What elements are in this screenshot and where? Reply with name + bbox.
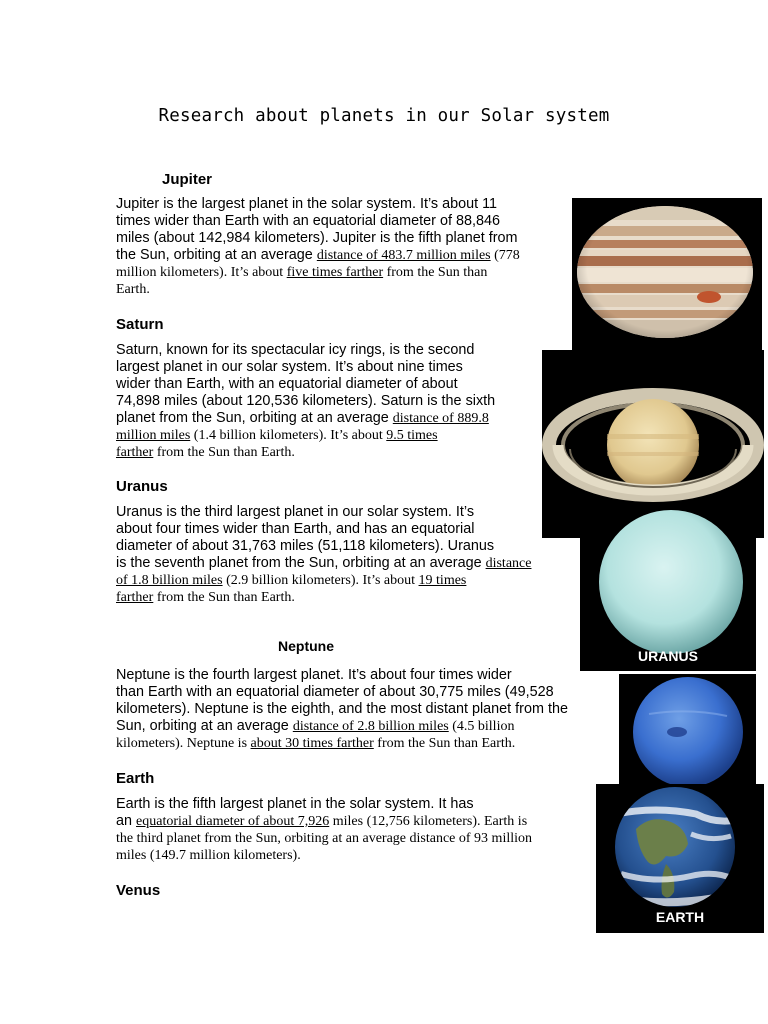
jupiter-image <box>572 198 762 350</box>
saturn-farther-link[interactable]: farther <box>116 445 154 460</box>
earth-line-1: Earth is the fifth largest planet in the solar system. It has <box>116 796 474 812</box>
jupiter-farther-link[interactable]: five times farther <box>286 265 384 280</box>
neptune-planet-icon <box>619 674 756 786</box>
uranus-line-2: about four times wider than Earth, and has an equatorial <box>116 521 475 537</box>
jupiter-line-1: Jupiter is the largest planet in the solar system. It’s about 11 <box>116 196 498 212</box>
saturn-line-5 <box>116 410 489 427</box>
neptune-line-4a: Sun, orbiting at an average <box>116 718 293 734</box>
uranus-line-4 <box>116 555 531 572</box>
uranus-line-3: diameter of about 31,763 miles (51,118 kilometers). Uranus <box>116 538 495 554</box>
uranus-distance-link-2[interactable]: of 1.8 billion miles <box>116 573 223 588</box>
saturn-line-6 <box>116 427 438 444</box>
earth-line-4: miles (149.7 million kilometers). <box>116 848 301 863</box>
uranus-line-1: Uranus is the third largest planet in our solar system. It’s <box>116 504 475 520</box>
neptune-farther-link[interactable]: about 30 times farther <box>250 736 374 751</box>
saturn-times-link[interactable]: 9.5 times <box>386 428 438 443</box>
neptune-distance-link[interactable]: distance of 2.8 billion miles <box>292 719 449 734</box>
uranus-line-5 <box>116 572 466 589</box>
neptune-line-2: than Earth with an equatorial diameter of about 30,775 miles (49,528 <box>116 684 554 700</box>
neptune-heading: Neptune <box>278 638 334 654</box>
uranus-heading: Uranus <box>116 478 168 495</box>
uranus-caption: URANUS <box>638 648 698 664</box>
jupiter-line-4 <box>116 247 520 264</box>
saturn-line-5a: planet from the Sun, orbiting at an average <box>116 410 393 426</box>
saturn-line-7 <box>116 444 295 461</box>
earth-caption: EARTH <box>655 909 705 925</box>
earth-line-2 <box>116 813 527 830</box>
jupiter-line-5a: million kilometers). It’s about <box>116 265 287 280</box>
earth-image <box>596 784 764 933</box>
jupiter-line-4c: (778 <box>490 248 520 263</box>
uranus-image <box>580 505 756 671</box>
venus-heading: Venus <box>116 882 161 899</box>
neptune-line-5c: from the Sun than Earth. <box>373 736 516 751</box>
jupiter-heading: Jupiter <box>162 171 213 188</box>
neptune-line-5 <box>116 735 515 752</box>
saturn-distance-link-1[interactable]: distance of 889.8 <box>392 411 489 426</box>
jupiter-line-5c: from the Sun than <box>383 265 488 280</box>
jupiter-line-4a: the Sun, orbiting at an average <box>116 247 317 263</box>
saturn-distance-link-2[interactable]: million miles <box>116 428 191 443</box>
uranus-distance-link-1[interactable]: distance <box>485 556 532 571</box>
saturn-line-1: Saturn, known for its spectacular icy rings, is the second <box>116 342 475 358</box>
neptune-line-3: kilometers). Neptune is the eighth, and the most distant planet from the <box>116 701 568 717</box>
neptune-line-4 <box>116 718 514 735</box>
uranus-planet-icon <box>580 505 756 671</box>
saturn-line-3: wider than Earth, with an equatorial diameter of about <box>116 376 458 392</box>
neptune-image <box>619 674 756 786</box>
jupiter-distance-link[interactable]: distance of 483.7 million miles <box>316 248 491 263</box>
earth-line-2c: miles (12,756 kilometers). Earth is <box>329 814 528 829</box>
earth-line-3: the third planet from the Sun, orbiting at an average distance of 93 million <box>116 831 533 846</box>
saturn-heading: Saturn <box>116 316 164 333</box>
saturn-line-6b: (1.4 billion kilometers). It’s about <box>190 428 387 443</box>
jupiter-line-3: miles (about 142,984 kilometers). Jupiter is the fifth planet from <box>116 230 518 246</box>
neptune-line-1: Neptune is the fourth largest planet. It’s about four times wider <box>116 667 512 683</box>
neptune-line-4c: (4.5 billion <box>448 719 515 734</box>
uranus-farther-link[interactable]: farther <box>116 590 154 605</box>
neptune-line-5a: kilometers). Neptune is <box>116 736 251 751</box>
saturn-line-7b: from the Sun than Earth. <box>153 445 295 460</box>
page-title: Research about planets in our Solar system <box>158 106 610 126</box>
saturn-line-4: 74,898 miles (about 120,536 kilometers). Saturn is the sixth <box>116 393 496 409</box>
jupiter-line-6: Earth. <box>116 282 150 297</box>
jupiter-line-2: times wider than Earth with an equatorial diameter of 88,846 <box>116 213 500 229</box>
jupiter-line-5 <box>116 264 487 281</box>
uranus-line-6b: from the Sun than Earth. <box>153 590 295 605</box>
uranus-times-link[interactable]: 19 times <box>418 573 467 588</box>
saturn-line-2: largest planet in our solar system. It’s about nine times <box>116 359 463 375</box>
uranus-line-6 <box>116 589 295 606</box>
uranus-line-4a: is the seventh planet from the Sun, orbiting at an average <box>116 555 486 571</box>
earth-diameter-link[interactable]: equatorial diameter of about 7,926 <box>136 814 330 829</box>
uranus-line-5b: (2.9 billion kilometers). It’s about <box>222 573 419 588</box>
earth-line-2a: an <box>116 813 137 829</box>
jupiter-planet-icon <box>572 198 762 350</box>
earth-heading: Earth <box>116 770 155 787</box>
